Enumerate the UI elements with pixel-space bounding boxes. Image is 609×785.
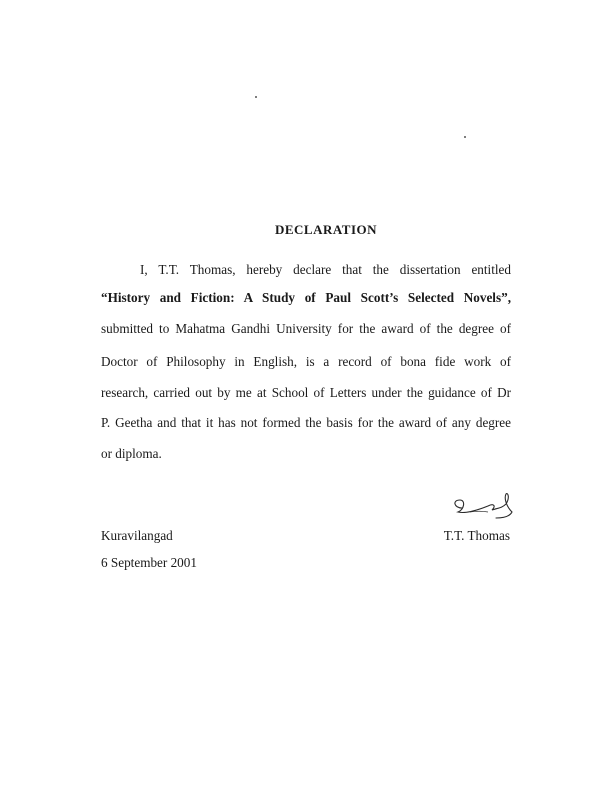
body-line-5: research, carried out by me at School of Letters under the guidance of Dr [101,385,511,400]
author-name: T.T. Thomas [443,528,510,543]
body-line-2-dissertation-title: “History and Fiction: A Study of Paul Scott’s Selected Novels”, [101,290,511,305]
date-label: 6 September 2001 [101,555,197,570]
body-line-1: I, T.T. Thomas, hereby declare that the dissertation entitled [140,262,511,277]
place-label: Kuravilangad [101,528,173,543]
scan-speck [464,136,466,138]
body-line-6: P. Geetha and that it has not formed the basis for the award of any degree [101,415,511,430]
page-title: DECLARATION [274,222,378,237]
scan-speck [255,96,257,98]
body-line-3: submitted to Mahatma Gandhi University for the award of the degree of [101,321,511,336]
body-line-4: Doctor of Philosophy in English, is a record of bona fide work of [101,354,511,369]
signature-image [448,490,518,522]
body-line-7: or diploma. [101,446,162,461]
